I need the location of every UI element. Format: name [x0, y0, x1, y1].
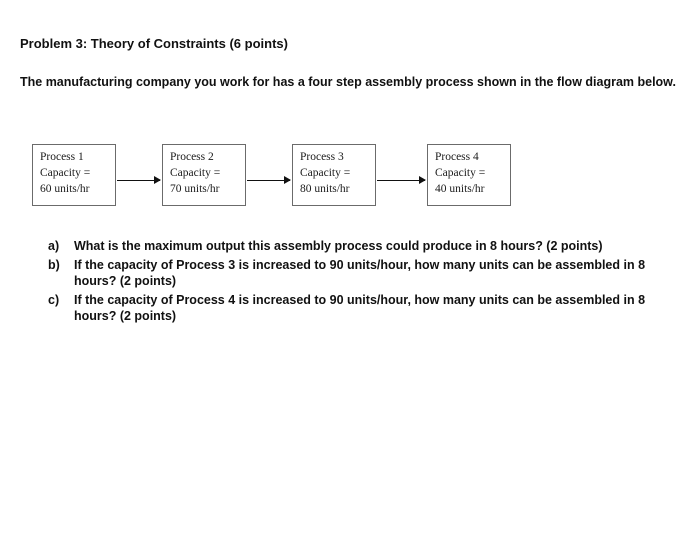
process-rate: 40 units/hr	[435, 183, 485, 195]
question-letter: c)	[48, 293, 60, 307]
flow-arrow-2-3	[247, 180, 290, 181]
process-box-2	[162, 144, 246, 206]
question-text: If the capacity of Process 4 is increased to 90 units/hour, how many units can be assembled in 8 hours? (2 points)	[74, 293, 646, 323]
process-name: Process 3	[300, 151, 344, 163]
intro-paragraph: The manufacturing company you work for has a four step assembly process shown in the flow diagram below.	[20, 75, 676, 89]
question-a	[48, 238, 688, 254]
question-text: If the capacity of Process 3 is increased to 90 units/hour, how many units can be assembled in 8 hours? (2 points)	[74, 258, 646, 288]
question-letter: a)	[48, 239, 60, 253]
process-box-1	[32, 144, 116, 206]
process-rate: 70 units/hr	[170, 183, 220, 195]
question-c	[48, 292, 688, 324]
process-capacity-label: Capacity =	[300, 167, 351, 179]
process-capacity-label: Capacity =	[170, 167, 221, 179]
process-name: Process 2	[170, 151, 214, 163]
process-capacity-label: Capacity =	[40, 167, 91, 179]
question-text: What is the maximum output this assembly process could produce in 8 hours? (2 points)	[74, 239, 603, 253]
question-letter: b)	[48, 258, 60, 272]
flow-arrow-1-2	[117, 180, 160, 181]
question-b	[48, 257, 688, 289]
process-name: Process 4	[435, 151, 479, 163]
flow-arrow-3-4	[377, 180, 425, 181]
process-rate: 60 units/hr	[40, 183, 90, 195]
process-rate: 80 units/hr	[300, 183, 350, 195]
process-box-4	[427, 144, 511, 206]
question-list	[48, 238, 688, 327]
process-capacity-label: Capacity =	[435, 167, 486, 179]
process-name: Process 1	[40, 151, 84, 163]
problem-heading: Problem 3: Theory of Constraints (6 points)	[20, 36, 288, 51]
process-box-3	[292, 144, 376, 206]
